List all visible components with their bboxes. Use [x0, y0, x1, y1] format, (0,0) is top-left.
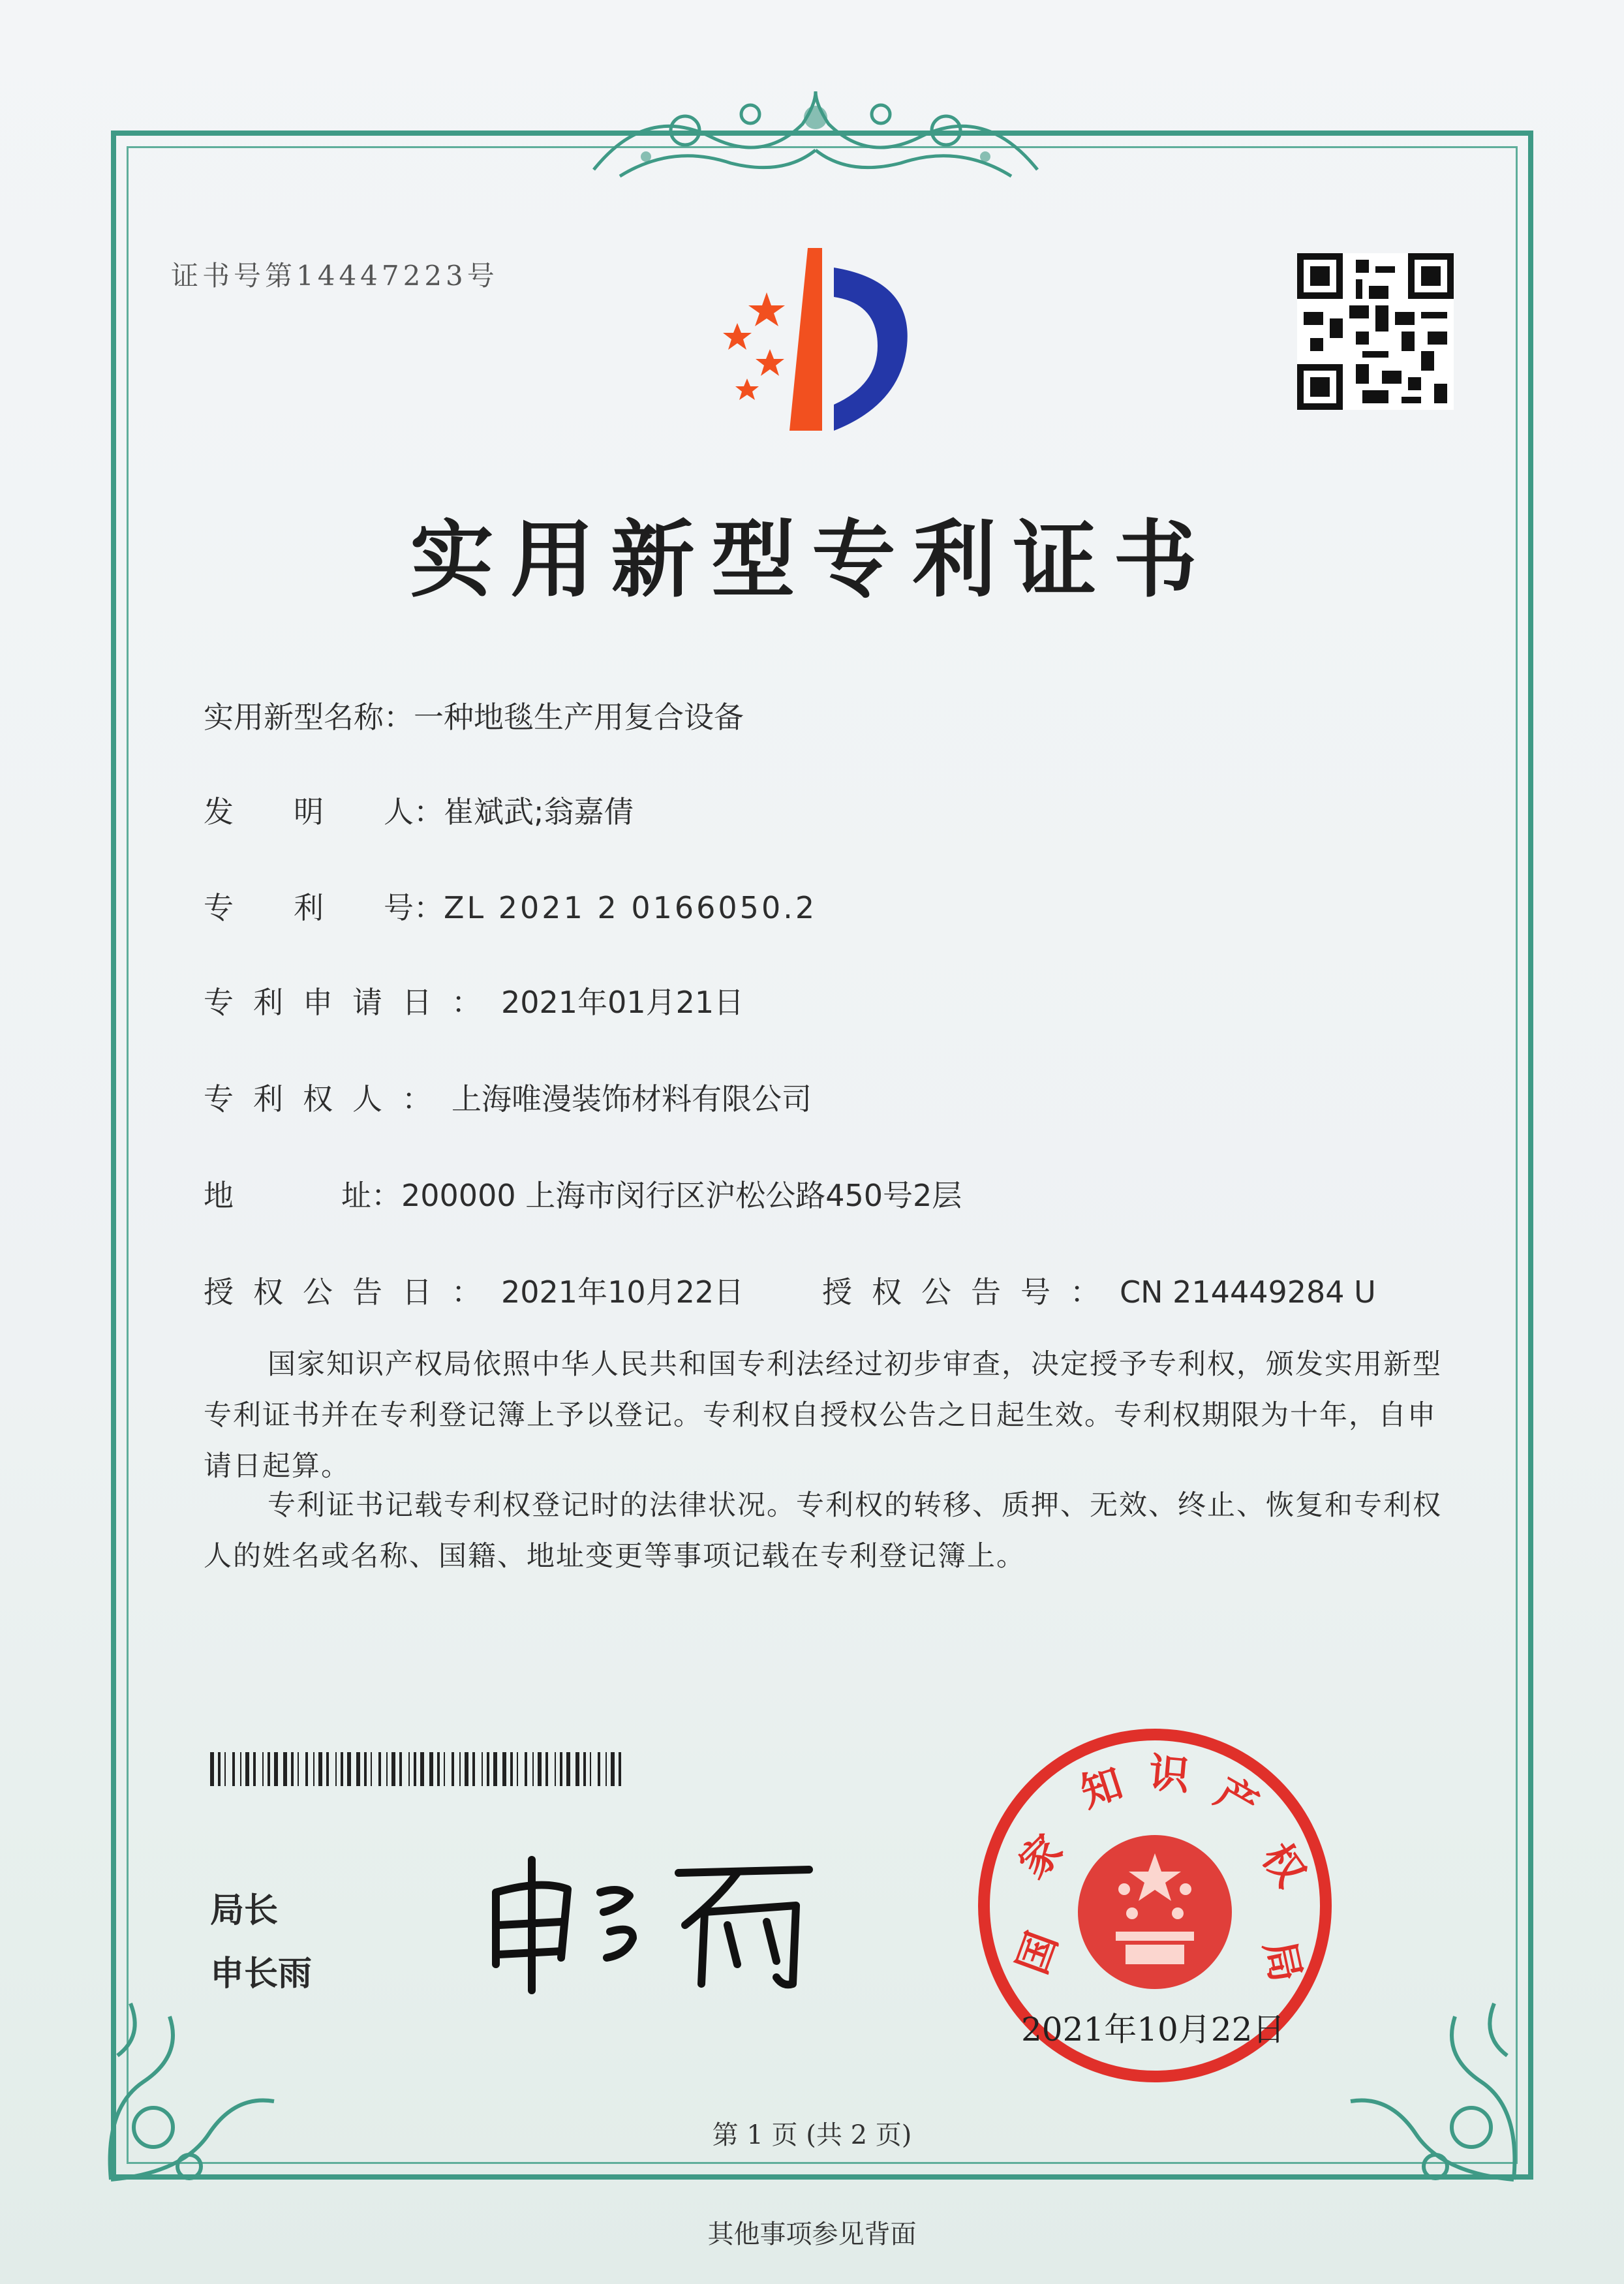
- barcode-bar: [262, 1752, 264, 1786]
- svg-text:权: 权: [1252, 1834, 1315, 1896]
- barcode-bar: [268, 1752, 270, 1786]
- inventor-value: 崔斌武;翁嘉倩: [444, 794, 634, 829]
- barcode-bar: [459, 1752, 461, 1786]
- barcode-bar: [465, 1752, 468, 1786]
- signature-icon: [470, 1834, 835, 2003]
- barcode-bar: [452, 1752, 454, 1786]
- utility-model-name-label: 实用新型名称：: [204, 700, 414, 735]
- svg-text:国: 国: [1007, 1926, 1067, 1981]
- barcode-bar: [545, 1752, 548, 1786]
- patentee-label: 专利权人：: [204, 1081, 452, 1117]
- publication-number-value: CN 214449284 U: [1120, 1274, 1376, 1310]
- barcode-bar: [341, 1752, 343, 1786]
- barcode-bar: [364, 1752, 367, 1786]
- address-label-part: 址：: [341, 1178, 401, 1213]
- barcode-bar: [232, 1752, 235, 1786]
- corner-ornament-icon: [1338, 1977, 1533, 2193]
- publication-number-row: [822, 1269, 1376, 1312]
- barcode-bar: [378, 1752, 381, 1786]
- barcode-bar: [590, 1752, 591, 1786]
- barcode-bar: [414, 1752, 416, 1786]
- patentee-row: [204, 1075, 812, 1119]
- utility-model-name-row: [204, 694, 744, 737]
- barcode-bar: [605, 1752, 607, 1786]
- svg-text:局: 局: [1255, 1936, 1311, 1986]
- inventor-row: [204, 788, 634, 831]
- barcode-bar: [253, 1752, 256, 1786]
- patent-number-value: ZL 2021 2 0166050.2: [444, 890, 818, 925]
- barcode-bar: [493, 1752, 497, 1786]
- barcode-bar: [318, 1752, 322, 1786]
- svg-text:识: 识: [1146, 1748, 1191, 1800]
- certificate-number: 证书号第14447223号: [171, 260, 498, 292]
- barcode-bar: [326, 1752, 329, 1786]
- barcode-bar: [482, 1752, 483, 1786]
- barcode-bar: [335, 1752, 337, 1786]
- barcode-bar: [210, 1752, 214, 1786]
- director-title: 局长: [210, 1891, 279, 1930]
- barcode-bar: [575, 1752, 579, 1786]
- director-name: 申长雨: [210, 1954, 313, 1994]
- qr-code-icon: [1297, 253, 1454, 410]
- barcode-bar: [583, 1752, 586, 1786]
- barcode-bar: [298, 1752, 299, 1786]
- barcode-bar: [283, 1752, 287, 1786]
- barcode-bar: [240, 1752, 241, 1786]
- barcode-bar: [305, 1752, 308, 1786]
- barcode-bar: [611, 1752, 615, 1786]
- grant-date-row: [204, 1269, 744, 1312]
- svg-text:家: 家: [1009, 1825, 1072, 1888]
- barcode-bar: [555, 1752, 556, 1786]
- barcode-bar: [444, 1752, 445, 1786]
- application-date-label: 专利申请日：: [204, 985, 501, 1020]
- barcode-bar: [598, 1752, 600, 1786]
- barcode-bar: [408, 1752, 410, 1786]
- barcode-bar: [525, 1752, 527, 1786]
- application-date-row: [204, 979, 744, 1022]
- barcode-bar: [517, 1752, 518, 1786]
- barcode-bar: [437, 1752, 440, 1786]
- barcode-bar: [532, 1752, 534, 1786]
- barcode-bar: [538, 1752, 542, 1786]
- barcode-bar: [472, 1752, 475, 1786]
- address-row: [204, 1172, 962, 1215]
- barcode-bar: [371, 1752, 372, 1786]
- barcode-bar: [291, 1752, 294, 1786]
- barcode-bar: [619, 1752, 621, 1786]
- barcode-bar: [356, 1752, 360, 1786]
- address-value: 200000 上海市闵行区沪松公路450号2层: [401, 1178, 962, 1213]
- application-date-value: 2021年01月21日: [501, 985, 744, 1020]
- patent-number-label-part: 利: [294, 890, 384, 925]
- barcode-bar: [420, 1752, 424, 1786]
- barcode-bar: [560, 1752, 562, 1786]
- utility-model-name-value: 一种地毯生产用复合设备: [414, 700, 744, 735]
- legal-status-paragraph: 专利证书记载专利权登记时的法律状况。专利权的转移、质押、无效、终止、恢复和专利权人的姓名或名称、国籍、地址变更等事项记载在专利登记簿上。: [204, 1489, 1442, 1573]
- grant-date-label: 授权公告日：: [204, 1274, 501, 1310]
- patentee-value: 上海唯漫装饰材料有限公司: [452, 1081, 812, 1117]
- corner-ornament-icon: [91, 1977, 287, 2193]
- barcode-bar: [347, 1752, 351, 1786]
- patent-number-label-part: 号：: [384, 890, 444, 925]
- cnipa-logo-icon: [692, 241, 940, 437]
- svg-text:产: 产: [1207, 1768, 1266, 1830]
- barcode-bar: [399, 1752, 402, 1786]
- patent-number-row: [204, 884, 817, 927]
- patent-number-label-part: 专: [204, 890, 294, 925]
- barcode-bar: [313, 1752, 314, 1786]
- barcode-bar: [245, 1752, 249, 1786]
- barcode-bar: [391, 1752, 395, 1786]
- publication-number-label: 授权公告号：: [822, 1274, 1120, 1310]
- inventor-label-part: 人：: [384, 794, 444, 829]
- barcode-bar: [502, 1752, 506, 1786]
- page-number: 第 1 页 (共 2 页): [712, 2120, 912, 2150]
- barcode-bar: [487, 1752, 489, 1786]
- barcode-bar: [218, 1752, 221, 1786]
- svg-text:知: 知: [1075, 1759, 1129, 1817]
- inventor-label-part: 发: [204, 794, 294, 829]
- certificate-title: 实用新型专利证书: [410, 512, 1214, 609]
- barcode-bar: [510, 1752, 513, 1786]
- address-label-part: 地: [204, 1178, 341, 1213]
- ornament-top-icon: [568, 78, 1064, 189]
- statement-paragraph: 国家知识产权局依照中华人民共和国专利法经过初步审查，决定授予专利权，颁发实用新型专利证书并在专利登记簿上予以登记。专利权自授权公告之日起生效。专利权期限为十年，自申请日起算。: [204, 1348, 1442, 1483]
- barcode-bar: [274, 1752, 278, 1786]
- barcode-bar: [566, 1752, 570, 1786]
- footer-note: 其他事项参见背面: [707, 2219, 917, 2249]
- barcode-bar: [386, 1752, 388, 1786]
- inventor-label-part: 明: [294, 794, 384, 829]
- barcode-bar: [224, 1752, 226, 1786]
- seal-date: 2021年10月22日: [1021, 2011, 1285, 2048]
- barcode-icon: [210, 1752, 628, 1786]
- barcode-bar: [429, 1752, 433, 1786]
- grant-date-value: 2021年10月22日: [501, 1274, 744, 1310]
